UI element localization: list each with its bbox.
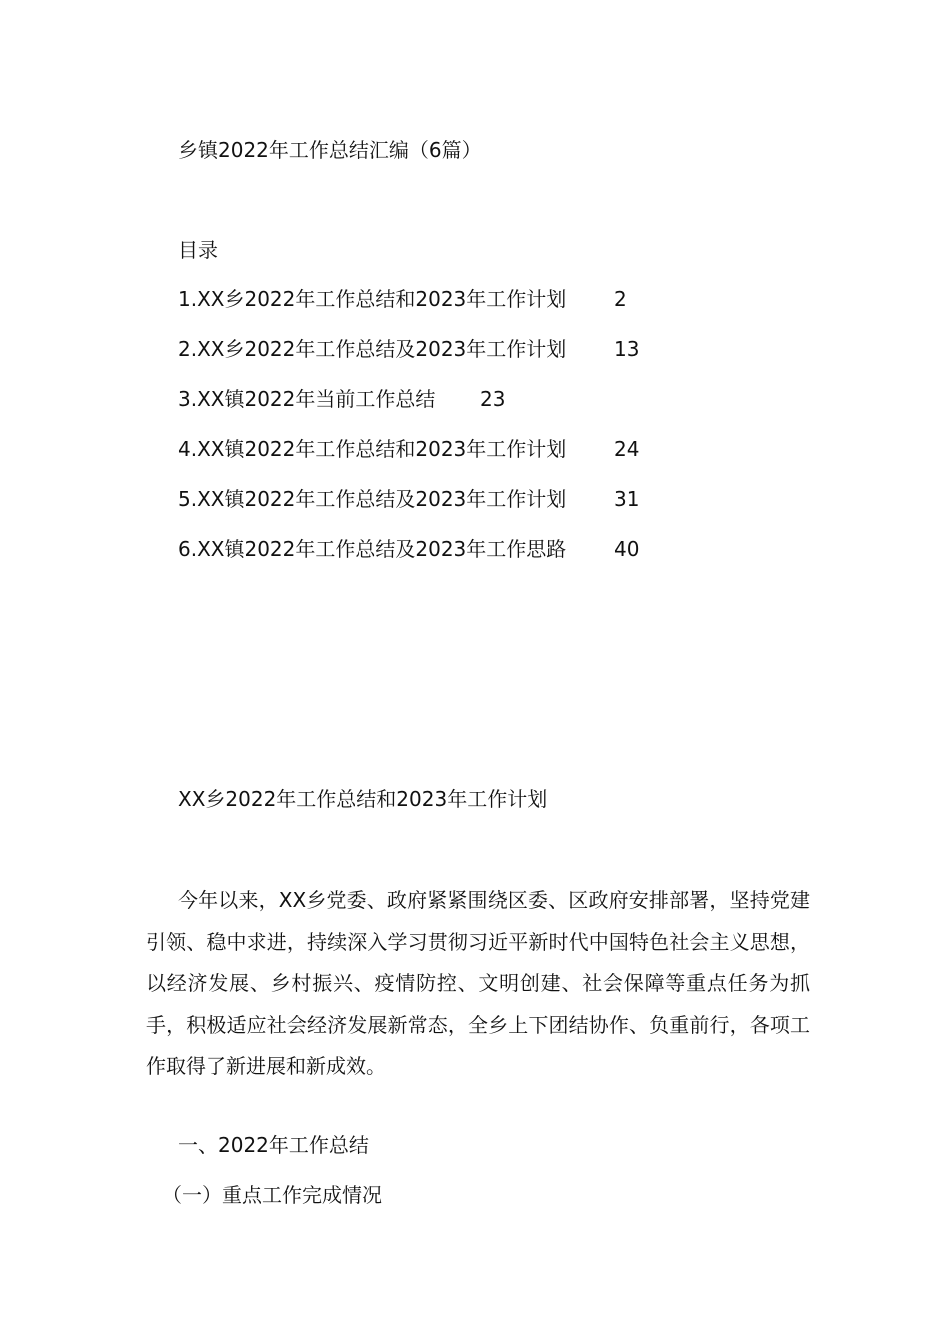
toc-entry-text: 4.XX镇2022年工作总结和2023年工作计划	[178, 437, 567, 461]
toc-entry[interactable]	[178, 336, 640, 386]
toc-entry-text: 5.XX镇2022年工作总结及2023年工作计划	[178, 487, 567, 511]
toc-entry-text: 2.XX乡2022年工作总结及2023年工作计划	[178, 337, 567, 361]
toc-heading: 目录	[178, 238, 218, 262]
toc-entry-page: 23	[480, 387, 506, 411]
toc-entry-page: 31	[614, 487, 640, 511]
section-title: XX乡2022年工作总结和2023年工作计划	[178, 787, 548, 811]
intro-paragraph: 今年以来，XX乡党委、政府紧紧围绕区委、区政府安排部署，坚持党建引领、稳中求进，持续深入学习贯彻习近平新时代中国特色社会主义思想，以经济发展、乡村振兴、疫情防控、文明创建、社会保障等重点任务为抓手，积极适应社会经济发展新常态，全乡上下团结协作、负重前行，各项工作取得了新进展和新成效。	[146, 888, 810, 1079]
toc-entry-page: 2	[614, 287, 627, 311]
table-of-contents	[178, 286, 640, 586]
toc-entry-text: 6.XX镇2022年工作总结及2023年工作思路	[178, 537, 567, 561]
toc-entry-page: 40	[614, 537, 640, 561]
heading-level-2: （一）重点工作完成情况	[162, 1183, 382, 1207]
toc-entry[interactable]	[178, 436, 640, 486]
toc-entry-text: 1.XX乡2022年工作总结和2023年工作计划	[178, 287, 567, 311]
toc-entry[interactable]	[178, 286, 627, 336]
toc-entry[interactable]	[178, 536, 640, 586]
toc-entry-text: 3.XX镇2022年当前工作总结	[178, 387, 436, 411]
toc-entry-page: 13	[614, 337, 640, 361]
toc-entry[interactable]	[178, 486, 640, 536]
toc-entry[interactable]	[178, 386, 566, 436]
heading-level-1: 一、2022年工作总结	[178, 1133, 369, 1157]
toc-entry-page: 24	[614, 437, 640, 461]
document-title: 乡镇2022年工作总结汇编（6篇）	[178, 138, 482, 162]
